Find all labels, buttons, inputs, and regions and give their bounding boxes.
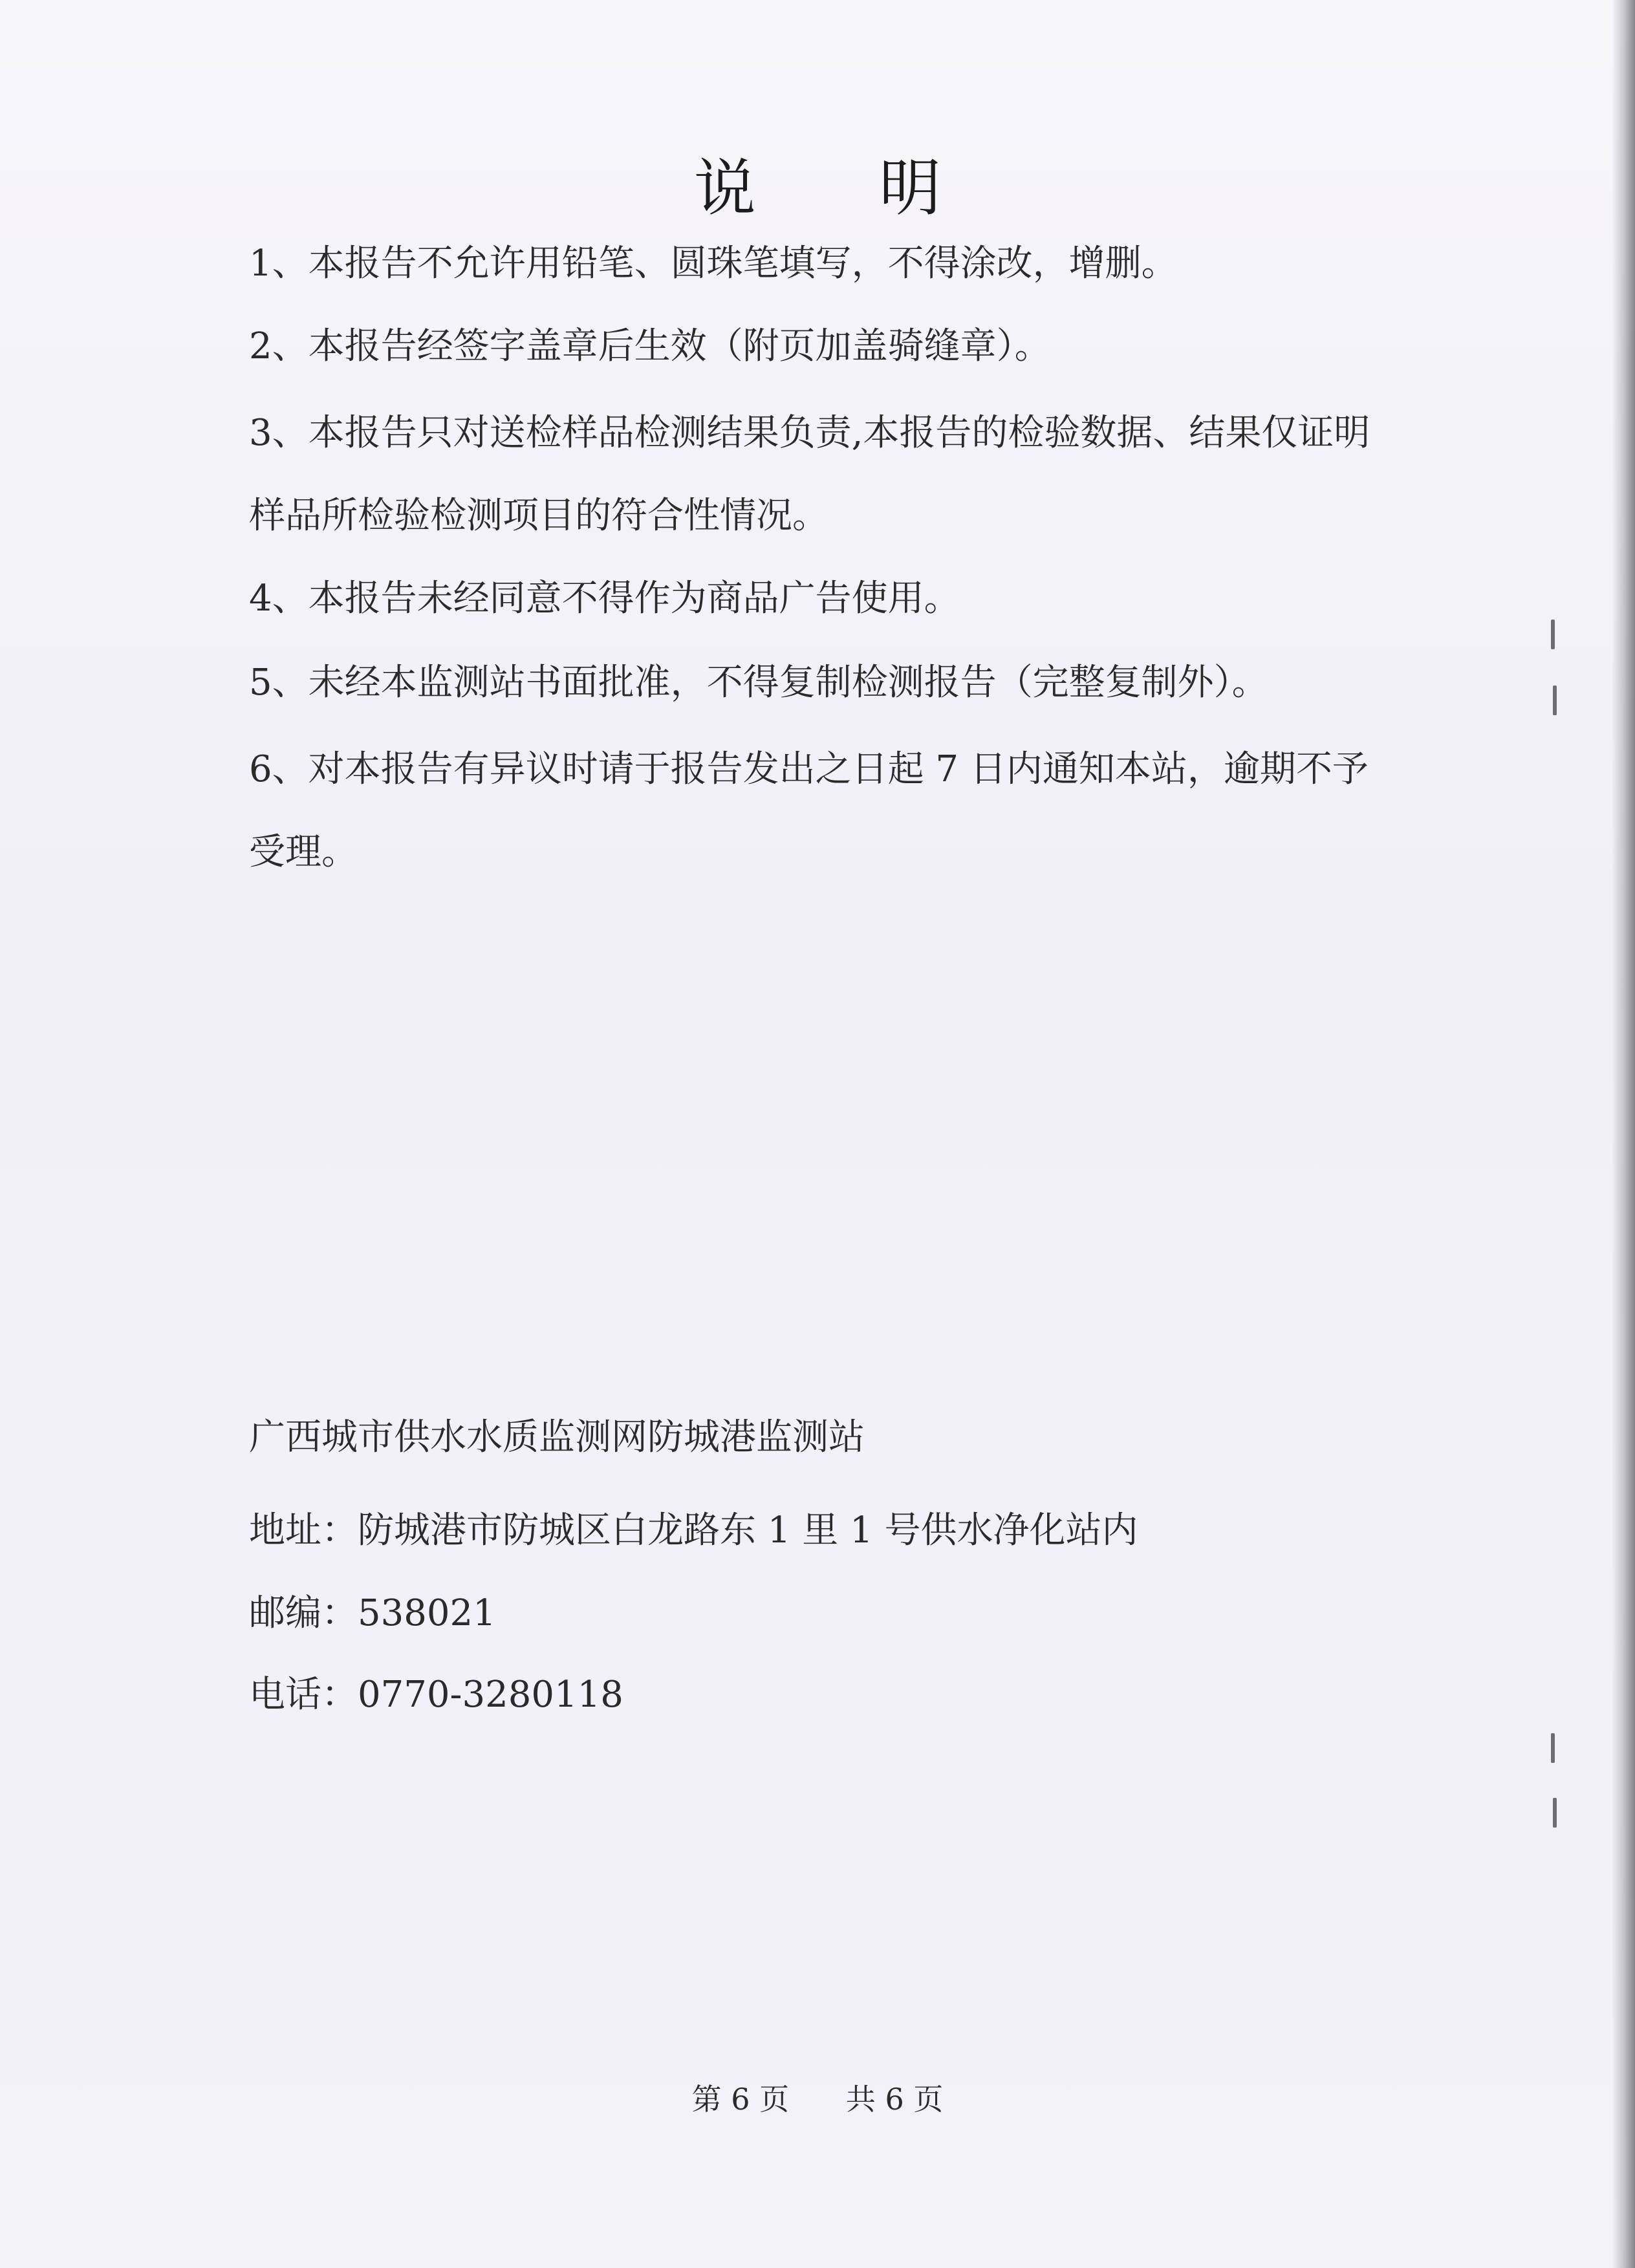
- binding-mark: [1553, 686, 1557, 715]
- binding-mark: [1551, 1733, 1555, 1763]
- binding-mark: [1551, 620, 1555, 649]
- note-item-3: 3、本报告只对送检样品检测结果负责,本报告的检验数据、结果仅证明样品所检验检测项目的符合性情况。: [249, 412, 1370, 537]
- note-item-4: 4、本报告未经同意不得作为商品广告使用。: [249, 578, 960, 620]
- note-item-1: 1、本报告不允许用铅笔、圆珠笔填写，不得涂改，增删。: [249, 243, 1178, 285]
- organization-postcode: 邮编：538021: [249, 1592, 496, 1634]
- page-number-total: 共 6 页: [845, 2082, 944, 2117]
- note-item-6: 6、对本报告有异议时请于报告发出之日起 7 日内通知本站，逾期不予受理。: [249, 748, 1369, 873]
- organization-phone: 电话：0770-3280118: [249, 1674, 623, 1716]
- scan-edge-shadow: [1612, 0, 1635, 2268]
- note-item-5: 5、未经本监测站书面批准，不得复制检测报告（完整复制外）。: [249, 662, 1268, 704]
- organization-address: 地址：防城港市防城区白龙路东 1 里 1 号供水净化站内: [249, 1509, 1138, 1551]
- binding-mark: [1553, 1798, 1557, 1828]
- organization-name: 广西城市供水水质监测网防城港监测站: [249, 1416, 865, 1458]
- page-title: 说 明: [693, 152, 993, 224]
- note-item-2: 2、本报告经签字盖章后生效（附页加盖骑缝章）。: [249, 325, 1051, 367]
- page-number-current: 第 6 页: [691, 2082, 790, 2117]
- page-footer: [0, 2076, 1635, 2119]
